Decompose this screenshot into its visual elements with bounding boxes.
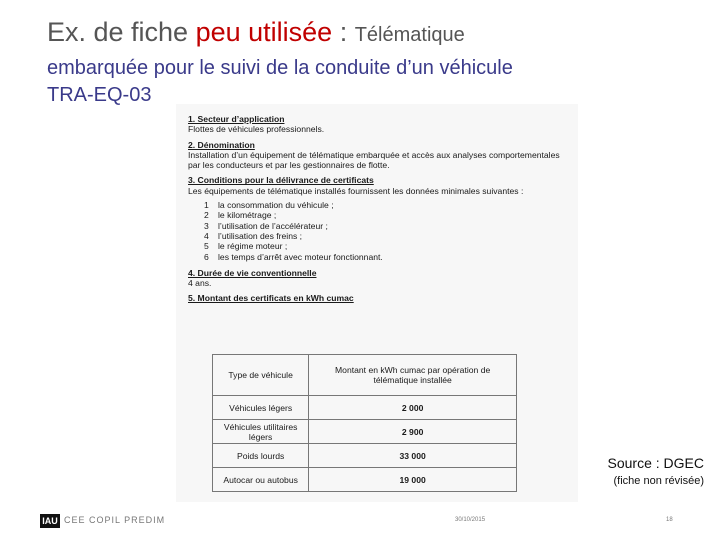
table-row <box>213 468 517 492</box>
table-row <box>213 420 517 444</box>
vehicle-type-cell: Véhicules légers <box>213 396 309 420</box>
footer-date: 30/10/2015 <box>455 517 486 523</box>
list-text: l’utilisation de l’accélérateur ; <box>218 220 328 231</box>
list-item <box>204 231 568 241</box>
iau-logo: IAU <box>40 514 60 528</box>
footer-organization: CEE COPIL PREDIM <box>64 515 166 525</box>
vehicle-type-cell: Véhicules utilitaires légers <box>213 420 309 444</box>
vehicle-type-cell: Poids lourds <box>213 444 309 468</box>
amount-cell: 2 000 <box>309 396 517 420</box>
list-number: 3 <box>204 220 209 231</box>
table-row <box>213 396 517 420</box>
title-colon: : <box>332 17 355 47</box>
list-text: l’utilisation des freins ; <box>218 230 303 241</box>
subtitle-line-2: TRA-EQ-03 <box>47 84 152 106</box>
list-number: 6 <box>204 251 209 262</box>
slide-title <box>47 14 707 53</box>
section-5-title: 5. Montant des certificats en kWh cumac <box>188 293 354 304</box>
section-3-text: Les équipements de télématique installés fournissent les données minimales suivantes : <box>188 185 524 196</box>
list-item <box>204 210 568 220</box>
column-header-amount: Montant en kWh cumac par opération de télématique installée <box>309 355 517 396</box>
title-prefix: Ex. de fiche <box>47 17 196 47</box>
section-3-title: 3. Conditions pour la délivrance de certificats <box>188 175 374 186</box>
certificate-table <box>212 354 517 492</box>
vehicle-type-cell: Autocar ou autobus <box>213 468 309 492</box>
list-number: 2 <box>204 210 209 221</box>
list-item <box>204 241 568 251</box>
document-body <box>188 114 568 304</box>
section-1-title: 1. Secteur d’application <box>188 114 285 124</box>
list-text: la consommation du véhicule ; <box>218 200 334 211</box>
list-text: le kilométrage ; <box>218 210 277 221</box>
title-highlight: peu utilisée <box>195 17 333 47</box>
source-label: Source : DGEC <box>607 455 704 471</box>
section-4-title: 4. Durée de vie conventionnelle <box>188 267 317 278</box>
list-number: 5 <box>204 241 209 252</box>
document-scan <box>176 104 578 502</box>
page-number: 18 <box>666 517 673 523</box>
column-header-vehicle-type: Type de véhicule <box>213 355 309 396</box>
subtitle-line-1: embarquée pour le suivi de la conduite d’un véhicule <box>47 57 513 79</box>
slide-subtitle <box>47 55 707 109</box>
amount-cell: 33 000 <box>309 444 517 468</box>
table-row <box>213 444 517 468</box>
list-item <box>204 252 568 262</box>
source-note: (fiche non révisée) <box>613 475 704 487</box>
section-2-text: Installation d’un équipement de télématique embarquée et accès aux analyses comportementales par les conducteurs et par les gestionnaires de flotte. <box>188 149 560 171</box>
amount-cell: 2 900 <box>309 420 517 444</box>
title-small: Télématique <box>354 24 465 46</box>
section-1-text: Flottes de véhicules professionnels. <box>188 124 325 135</box>
list-text: le régime moteur ; <box>218 241 288 252</box>
table-header-row <box>213 355 517 396</box>
list-item <box>204 200 568 210</box>
list-number: 1 <box>204 200 209 211</box>
list-text: les temps d’arrêt avec moteur fonctionnant. <box>218 251 383 262</box>
data-list <box>204 200 568 262</box>
list-item <box>204 221 568 231</box>
amount-cell: 19 000 <box>309 468 517 492</box>
section-4-text: 4 ans. <box>188 278 212 289</box>
list-number: 4 <box>204 230 209 241</box>
section-2-title: 2. Dénomination <box>188 139 255 150</box>
